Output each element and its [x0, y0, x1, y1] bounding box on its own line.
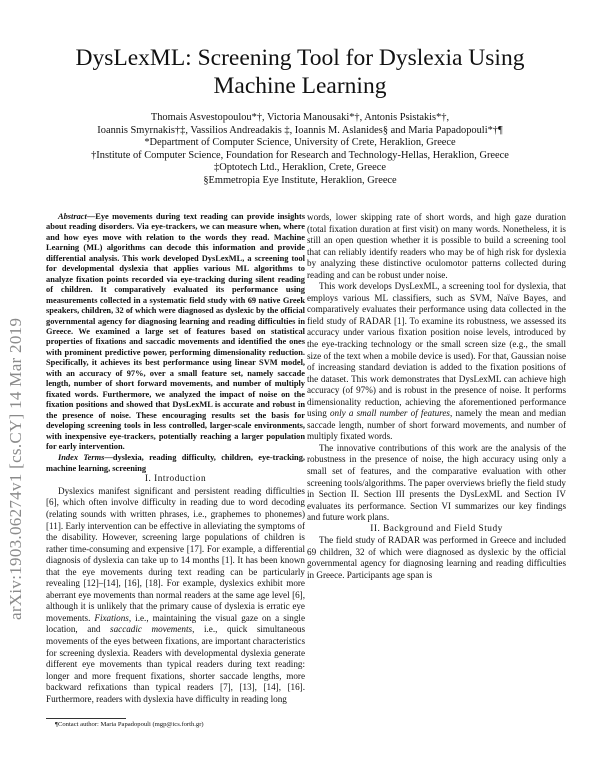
title-line-1: DysLexML: Screening Tool for Dyslexia Using — [75, 45, 525, 71]
intro-paragraph-1-continued: words, lower skipping rate of short words, and high gaze duration (total fixation duration at first visit) on many words. Nonetheless, it is still an open question whether it is possible to build a screening tool that can reliably identify readers who may be of high risk for dyslexia by analyzing these distinctive oculomotor patterns collected during reading and can be robust under noise. — [307, 212, 566, 280]
intro-p2-text-b: , namely the mean and median saccade length, number of short forward movements, and number of multiply fixated words. — [307, 408, 566, 442]
affiliation-2: †Institute of Computer Science, Foundation for Research and Technology-Hellas, Heraklion, Greece — [91, 149, 509, 161]
abstract — [46, 212, 305, 452]
index-terms-lead: Index Terms — [58, 453, 105, 463]
abstract-lead: Abstract — [58, 212, 87, 221]
intro-p2-emphasis: only a small number of features — [329, 408, 450, 419]
intro-p1-text-b: , i.e., maintaining the visual gaze on a single location, and — [46, 612, 305, 635]
intro-p1-text-a: Dyslexics manifest significant and persistent reading difficulties [6], which often involve difficulty in reading due to word decoding (relating sounds with written phrases, i.e., graphemes to phonemes) [11]. Early intervention can be effective in alleviating the symptoms of the disability. However, screening large populations of children is rather time-consuming and expensive [17]. For example, a differential diagnosis of dyslexia can take up to 14 months [1]. It has been known that the eye movements during text reading can be particularly revealing [12]–[14], [16], [18]. For example, dyslexics exhibit more aberrant eye movements than normal readers at the same age level [6], although it is unlikely that the primary cause of dyslexia is erratic eye movements. — [46, 485, 305, 623]
right-column — [307, 212, 566, 582]
term-fixations: Fixations — [94, 612, 129, 623]
section-heading-introduction: I. Introduction — [144, 474, 207, 485]
index-terms — [46, 453, 305, 474]
title-line-2: Machine Learning — [213, 73, 387, 99]
intro-paragraph-1 — [46, 486, 305, 705]
affiliation-1: *Department of Computer Science, University of Crete, Heraklion, Greece — [144, 137, 456, 149]
author-line-2: Ioannis Smyrnakis†‡, Vassilios Andreadakis ‡, Ioannis M. Aslanides§ and Maria Papadopouli*†¶ — [97, 124, 503, 136]
intro-p2-text-a: This work develops DysLexML, a screening tool for dyslexia, that employs various ML classifiers, such as SVM, Naïve Bayes, and comparatively evaluates their performance using data collected in the field study of RADAR [1]. To examine its robustness, we assessed its accuracy under various fixation position noise levels, introduced by the eye-tracking technology or the small screen size (e.g., the small size of the text when a mobile device is used). For that, Gaussian noise of increasing standard deviation is added to the fixation positions of the dataset. This work demonstrates that DysLexML can achieve high accuracy (of 97%) and is robust in the presence of noise. It performs dimensionality reduction, achieving the aforementioned performance using — [307, 281, 566, 419]
background-paragraph-1: The field study of RADAR was performed in Greece and included 69 children, 32 of which were diagnosed as dyslexic by the official governmental agency for diagnosing learning and reading difficulties in Greece. Participants age span is — [307, 535, 566, 580]
intro-p1-text-c: , i.e., quick simultaneous movements of the eyes between fixations, are important characteristics for screening dyslexia. Readers with developmental dyslexia generate different eye movements than typical readers during text reading: longer and more frequent fixations, shorter saccade lengths, more backward refixations than typical readers [7], [13], [14], [16]. Furthermore, readers with dyslexia have difficulty in reading long — [46, 624, 305, 704]
term-saccadic-movements: saccadic movements — [110, 624, 193, 635]
section-heading-background: II. Background and Field Study — [370, 523, 503, 534]
affiliation-3: ‡Optotech Ltd., Heraklion, Crete, Greece — [214, 162, 386, 174]
author-block — [40, 112, 560, 188]
contact-footnote: ¶Contact author: Maria Papadopouli (mgp@ics.forth.gr) — [55, 721, 204, 728]
abstract-text: —Eye movements during text reading can provide insights about reading disorders. Via eye-trackers, we can measure when, where and how eyes move with relation to the words they read. Machine Learning (ML) algorithms can decode this information and provide differential analysis. This work developed DysLexML, a screening tool for developmental dyslexia that applies various ML algorithms to analyze fixation points recorded via eye-tracking during silent reading of children. It comparatively evaluated its performance using measurements collected in a systematic field study with 69 native Greek speakers, children, 32 of which were diagnosed as dyslexic by the official governmental agency for diagnosing learning and reading difficulties in Greece. We examined a large set of features based on statistical properties of fixations and saccadic movements and identified the ones with prominent predictive power, performing dimensionality reduction. Specifically, it achieves its best performance using linear SVM model, with an accuracy of 97%, over a small feature set, namely saccade length, number of short forward movements, and number of multiply fixated words. Furthermore, we analyzed the impact of noise on the fixation positions and showed that DysLexML is accurate and robust in the presence of noise. These encouraging results set the basis for developing screening tools in less controlled, larger-scale environments, with inexpensive eye-trackers, potentially reaching a larger population for early intervention. — [46, 212, 305, 451]
affiliation-4: §Emmetropia Eye Institute, Heraklion, Greece — [203, 174, 397, 186]
index-terms-text: —dyslexia, reading difficulty, children, eye-tracking, machine learning, screening — [46, 453, 305, 473]
intro-paragraph-3: The innovative contributions of this work are the analysis of the robustness in the presence of noise, the high accuracy using only a small set of features, and the comparative evaluation with other screening tools/algorithms. The paper overviews briefly the field study in Section II. Section III presents the DysLexML and Section IV evaluates its performance. Section VI summarizes our key findings and future work plans. — [307, 442, 566, 523]
footnote-rule — [46, 718, 126, 719]
author-line-1: Thomais Asvestopoulou*†, Victoria Manousaki*†, Antonis Psistakis*†, — [150, 112, 450, 123]
paper-title — [60, 44, 540, 100]
left-column — [46, 212, 305, 705]
intro-paragraph-2 — [307, 281, 566, 443]
arxiv-stamp: arXiv:1903.06274v1 [cs.CY] 14 Mar 2019 — [6, 317, 25, 620]
